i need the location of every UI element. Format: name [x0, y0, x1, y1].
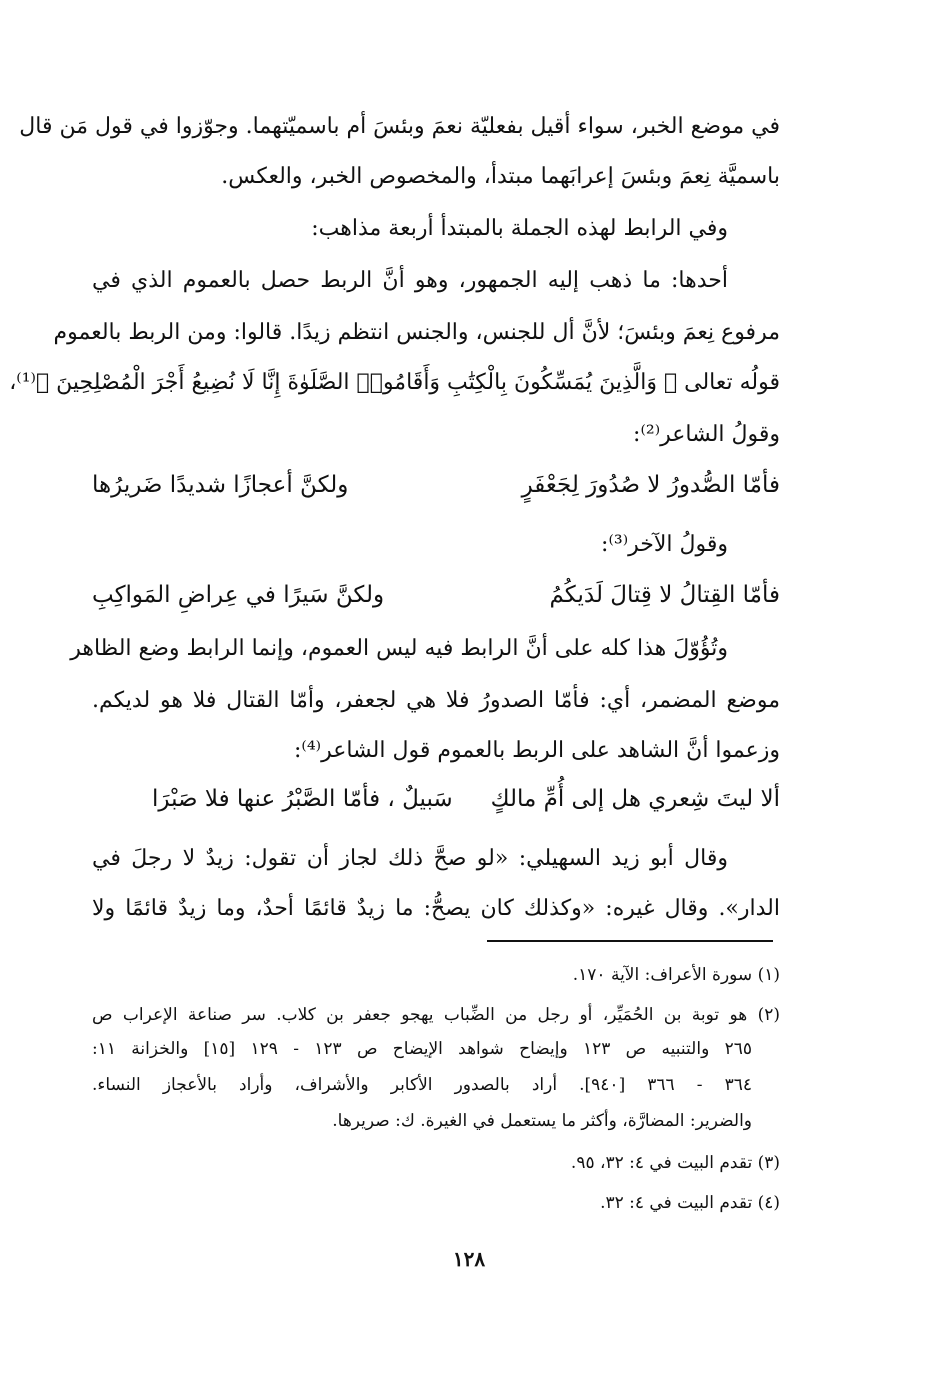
body-line-6: وتُؤُوّلَ هذا كله على أنَّ الرابط فيه ليس العموم، وإنما الرابط وضع الظاهر: [70, 636, 728, 661]
footnote-divider: [487, 940, 773, 942]
verse-1-second-hemistich: ولكنَّ أعجازًا شديدًا ضَريرُها: [92, 472, 349, 498]
verse-2-first-hemistich: فأمّا القِتالُ لا قِتالَ لَدَيكُمُ: [549, 582, 780, 608]
verse-2-second-hemistich: ولكنَّ سَيرًا في عِراضِ المَواكِبِ: [92, 582, 385, 608]
footnote-1: (١) سورة الأعراف: الآية ١٧٠.: [572, 965, 780, 985]
body-line-3: وفي الرابط لهذه الجملة بالمبتدأ أربعة مذاهب:: [311, 216, 728, 241]
poem-verse-2: [92, 578, 780, 612]
footnote-3: (٣) تقدم البيت في ٤: ٣٢، ٩٥.: [570, 1153, 780, 1173]
body-line-9: وقال أبو زيد السهيلي: «لو صحَّ ذلك لجاز أن تقول: زيدٌ لا رجلَ في: [92, 846, 728, 871]
body-line-7: موضع المضمر، أي: فأمّا الصدورُ فلا هي لجعفر، وأمّا القتال فلا هو لديكم.: [92, 688, 780, 713]
verse-3-second-hemistich: سَبيلٌ ، فأمّا الصَّبْرُ عنها فلا صَبْرَا: [152, 786, 453, 812]
body-line-4: أحدها: ما ذهب إليه الجمهور، وهو أنَّ الربط حصل بالعموم الذي في: [92, 268, 728, 293]
footnote-2-line-1: (٢) هو توبة بن الحُمَيِّر، أو رجل من الضِّباب يهجو جعفر بن كلاب. سر صناعة الإعراب ص: [92, 1005, 780, 1025]
page-number: ١٢٨: [452, 1247, 486, 1271]
footnote-2-line-4: والضرير: المضارَّة، وأكثر ما يستعمل في الغيرة. ك: صريرها.: [332, 1111, 752, 1131]
body-line-poet-1: وقولُ الشاعر⁽²⁾:: [633, 422, 780, 447]
body-line-10: الدار». وقال غيره: «وكذلك كان يصحُّ: ما زيدٌ قائمًا أحدٌ، وما زيدٌ قائمًا ولا: [92, 896, 780, 921]
verse-3-first-hemistich: ألا ليتَ شِعري هل إلى أُمِّ مالكٍ: [490, 786, 780, 812]
body-line-5: مرفوع نِعمَ وبئسَ؛ لأنَّ أل للجنس، والجنس انتظم زيدًا. قالوا: ومن الربط بالعموم: [53, 320, 780, 345]
body-line-2: باسميَّة نِعمَ وبئسَ إعرابَهما مبتدأ، والمخصوص الخبر، والعكس.: [221, 164, 780, 189]
verse-1-first-hemistich: فأمّا الصُّدورُ لا صُدُورَ لِجَعْفَرٍ: [521, 472, 780, 498]
poem-verse-1: [92, 468, 780, 502]
footnote-4: (٤) تقدم البيت في ٤: ٣٢.: [600, 1193, 780, 1213]
body-line-1: في موضع الخبر، سواء أقيل بفعليّة نعمَ وبئسَ أم باسميّتهما. وجوّزوا في قول مَن قال: [19, 114, 780, 139]
footnote-2-line-2: ٢٦٥ والتنبيه ص ١٢٣ وإيضاح شواهد الإيضاح ص ١٢٣ - ١٢٩ [١٥] والخزانة ١١:: [92, 1039, 752, 1059]
poem-verse-3: [92, 782, 780, 816]
body-line-8: وزعموا أنَّ الشاهد على الربط بالعموم قول الشاعر⁽⁴⁾:: [294, 738, 780, 763]
footnote-2-line-3: ٣٦٤ - ٣٦٦ [٩٤٠]. أراد بالصدور الأكابر والأشراف، وأراد بالأعجاز النساء.: [92, 1075, 752, 1095]
quran-verse-line: قولُه تعالى ﴿ وَالَّذِينَ يُمَسِّكُونَ بِالْكِتَٰبِ وَأَقَامُوا۟ الصَّلَوٰةَ إِنَّا لَا نُضِيعُ أَجْرَ الْمُصْلِحِينَ ﴾⁽¹⁾،: [9, 370, 780, 395]
body-line-poet-2: وقولُ الآخر⁽³⁾:: [601, 532, 728, 557]
